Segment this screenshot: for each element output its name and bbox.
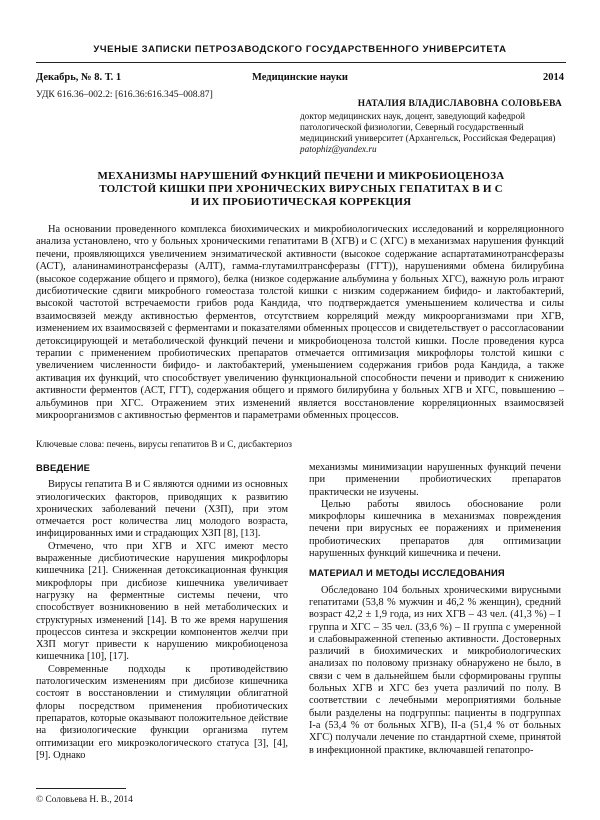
keywords: Ключевые слова: печень, вирусы гепатитов В и С, дисбактериоз (36, 440, 292, 450)
title-line: И ИХ ПРОБИОТИЧЕСКАЯ КОРРЕКЦИЯ (190, 196, 412, 208)
footnote-rule (36, 788, 126, 789)
author-block (300, 99, 562, 155)
paragraph: Вирусы гепатита В и С являются одними из основных этиологических факторов, приводящих к развитию хронических заболеваний печени (ХЗП), при этом отмечается рост количества лиц молодого возраста, инфицированных ими и страдающих ХЗП [8], [13]. (36, 479, 288, 540)
section-heading-intro: ВВЕДЕНИЕ (36, 462, 91, 473)
paragraph: Целью работы явилось обоснование роли микрофлоры кишечника в механизмах повреждения печени при вирусных ее поражениях и применения пробиотических препаратов для оптимизации нарушенных функций кишечника и печени. (309, 498, 561, 560)
issue-year: 2014 (543, 72, 564, 83)
column-right (309, 462, 561, 757)
abstract: На основании проведенного комплекса биохимических и микробиологических исследований и корреляционного анализа установлено, что у больных хроническими гепатитами В (ХГВ) и С (ХГС) в механизмах нарушения функций печени, проявляющихся увеличением энзиматической активности (высокое содержание аспартатаминотрансферазы (АСТ), аланинаминотрансферазы (АЛТ), гамма-глутамилтрансферазы (ГГТ)), нарушениями обмена билирубина (высокое содержание общего и прямого), белка (низкое содержание альбумина у больных ХГС), важную роль играют дисбиотические сдвиги микробного гомеостаза толстой кишки с низким содержанием бифидо- и лактобактерий, высокой частотой встречаемости грибов рода Кандида, что подтверждается уменьшением количества и силы взаимосвязей между активностью ферментов, отсутствием корреляций между микроорганизмами при ХГВ, изменением их взаимосвязей с ферментами и показателями обменных процессов и свидетельствует о рассогласовании детоксицирующей и метаболической функций печени и микробиоценоза толстой кишки. После проведения курса терапии с применением пробиотических препаратов отмечается оптимизация микрофлоры толстой кишки с увеличением численности бифидо- и лактобактерий, уменьшением содержания грибов рода Кандида, а также активация их функций, что способствует увеличению функциональной способности печени и приводит к снижению активности ферментов (АСТ, ГГТ), содержания общего и прямого билирубина у больных ХГВ и ХГС, повышению – альбуминов при ХГС. Отражением этих изменений является восстановление корреляционных взаимосвязей микроорганизмов с активностью ферментов и параметрами обменных процессов. (36, 224, 564, 422)
header-rule (36, 62, 566, 63)
paragraph: Обследовано 104 больных хроническими вирусными гепатитами (53,8 % мужчин и 46,2 % женщин), средний возраст 42,2 ± 1,9 года, из них ХГВ – 43 чел. (41,3 %) – I группа и ХГС – 35 чел. (33,6 %) – II группа с умеренной и слабовыраженной степенью активности. Достоверных различий в биохимических и микробиологических анализах по половому признаку обнаружено не было, в связи с чем в дальнейшем были сформированы группы больных ХГВ и ХГС без учета различий по полу. В соответствии с лечебными мероприятиями больные были разделены на подгруппы: пациенты в подгруппах I-а (53,4 % от больных ХГВ), II-а (51,4 % от больных ХГС) получали лечение по стандартной схеме, принятой в инфекционной практике, включавшей гепатопро- (309, 584, 561, 756)
column-left (36, 462, 288, 762)
paragraph: механизмы минимизации нарушенных функций печени при применении пробиотических препаратов практически не изучены. (309, 462, 561, 498)
author-name: НАТАЛИЯ ВЛАДИСЛАВОВНА СОЛОВЬЕВА (357, 99, 562, 109)
issue-info: Декабрь, № 8. Т. 1 (36, 72, 122, 83)
copyright: © Соловьева Н. В., 2014 (36, 795, 133, 805)
title-line: МЕХАНИЗМЫ НАРУШЕНИЙ ФУНКЦИЙ ПЕЧЕНИ И МИКРОБИОЦЕНОЗА (97, 170, 505, 182)
journal-title: УЧЕНЫЕ ЗАПИСКИ ПЕТРОЗАВОДСКОГО ГОСУДАРСТВЕННОГО УНИВЕРСИТЕТА (93, 44, 507, 55)
author-affiliation: доктор медицинских наук, доцент, заведующий кафедрой патологической физиологии, Северный государственный медицинский университет (Архангельск, Российская Федерация) (300, 111, 556, 143)
udk-code: УДК 616.36–002.2: [616.36:616.345–008.87] (36, 89, 213, 100)
article-title (56, 170, 546, 209)
paragraph: Современные подходы к противодействию патологическим изменениям при дисбиозе кишечника состоят в восстановлении и стимуляции облигатной флоры посредством применения пробиотических препаратов, которые оказывают положительное действие на физиологические функции организма путем оптимизации его микроэкологического статуса [3], [4], [9]. Однако (36, 663, 288, 761)
title-line: ТОЛСТОЙ КИШКИ ПРИ ХРОНИЧЕСКИХ ВИРУСНЫХ ГЕПАТИТАХ В И С (99, 183, 503, 195)
paragraph: Отмечено, что при ХГВ и ХГС имеют место выраженные дисбиотические нарушения микрофлоры кишечника [21]. Сниженная детоксикационная функция микрофлоры при дисбиозе кишечника увеличивает нагрузку на ферментные системы печени, что способствует возникновению в ней метаболических и структурных изменений [14]. В то же время нарушения процессов синтеза и экскреции компонентов желчи при ХЗП могут привести к нарушению микробиоценоза кишечника [10], [17]. (36, 540, 288, 663)
section-heading-methods: МАТЕРИАЛ И МЕТОДЫ ИССЛЕДОВАНИЯ (309, 567, 505, 579)
author-email[interactable]: patophiz@yandex.ru (300, 144, 377, 154)
section-name: Медицинские науки (252, 72, 348, 83)
